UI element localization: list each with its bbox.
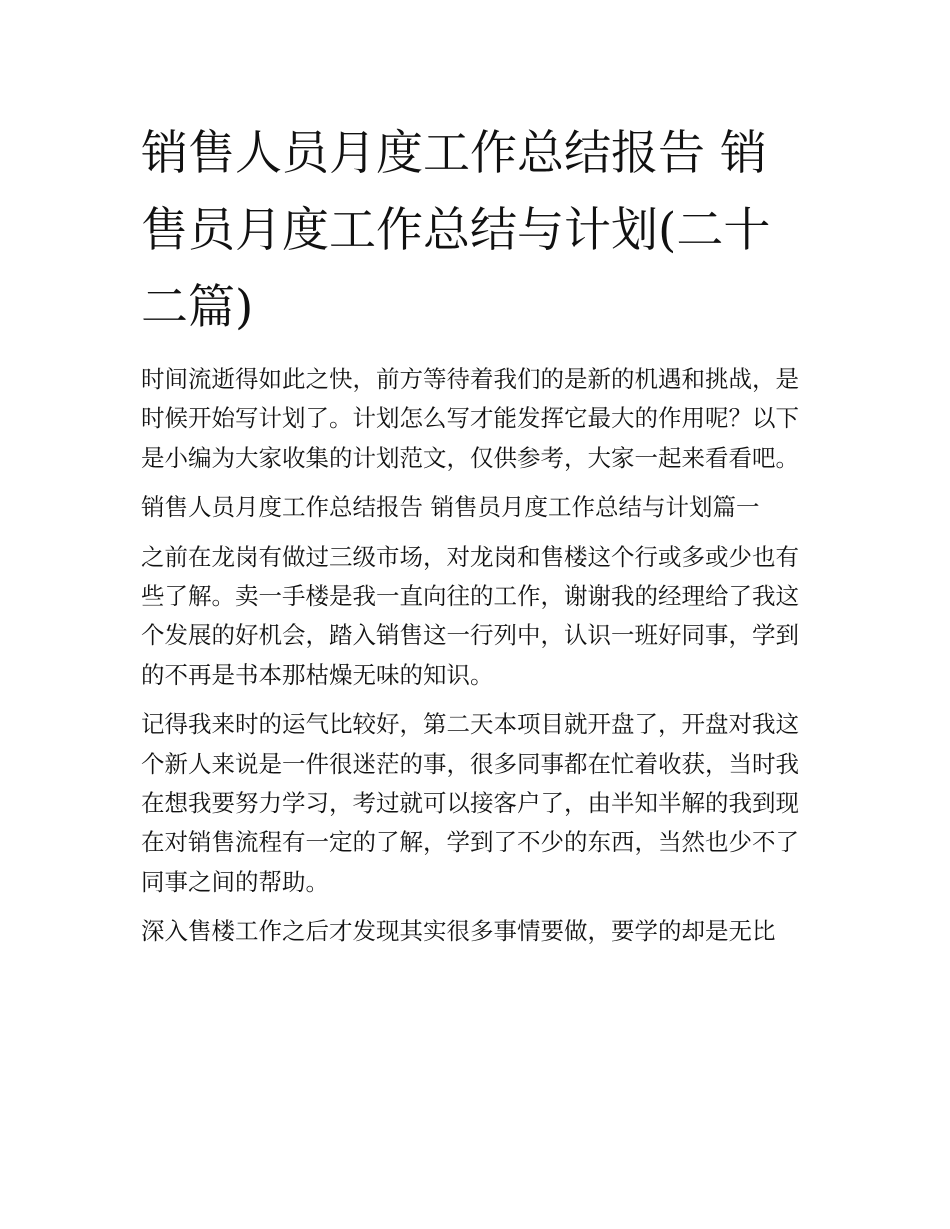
document-title: 销售人员月度工作总结报告 销售员月度工作总结与计划(二十二篇) bbox=[141, 126, 771, 335]
body-paragraph: 记得我来时的运气比较好，第二天本项目就开盘了，开盘对我这个新人来说是一件很迷茫的事，很多同事都在忙着收获，当时我在想我要努力学习，考过就可以接客户了，由半知半解的我到现在对销售流程有一定的了解，学到了不少的东西，当然也少不了同事之间的帮助。 bbox=[141, 710, 799, 896]
section-heading-paragraph: 销售人员月度工作总结报告 销售员月度工作总结与计划篇一 bbox=[141, 493, 760, 522]
body-paragraph: 深入售楼工作之后才发现其实很多事情要做，要学的却是无比 bbox=[141, 917, 776, 946]
document-body bbox=[141, 115, 813, 952]
body-paragraph: 之前在龙岗有做过三级市场，对龙岗和售楼这个行或多或少也有些了解。卖一手楼是我一直向往的工作，谢谢我的经理给了我这个发展的好机会，踏入销售这一行列中，认识一班好同事，学到的不再是书本那枯燥无味的知识。 bbox=[141, 542, 799, 689]
intro-paragraph: 时间流逝得如此之快，前方等待着我们的是新的机遇和挑战，是时候开始写计划了。计划怎么写才能发挥它最大的作用呢？以下是小编为大家收集的计划范文，仅供参考，大家一起来看看吧。 bbox=[141, 365, 799, 472]
